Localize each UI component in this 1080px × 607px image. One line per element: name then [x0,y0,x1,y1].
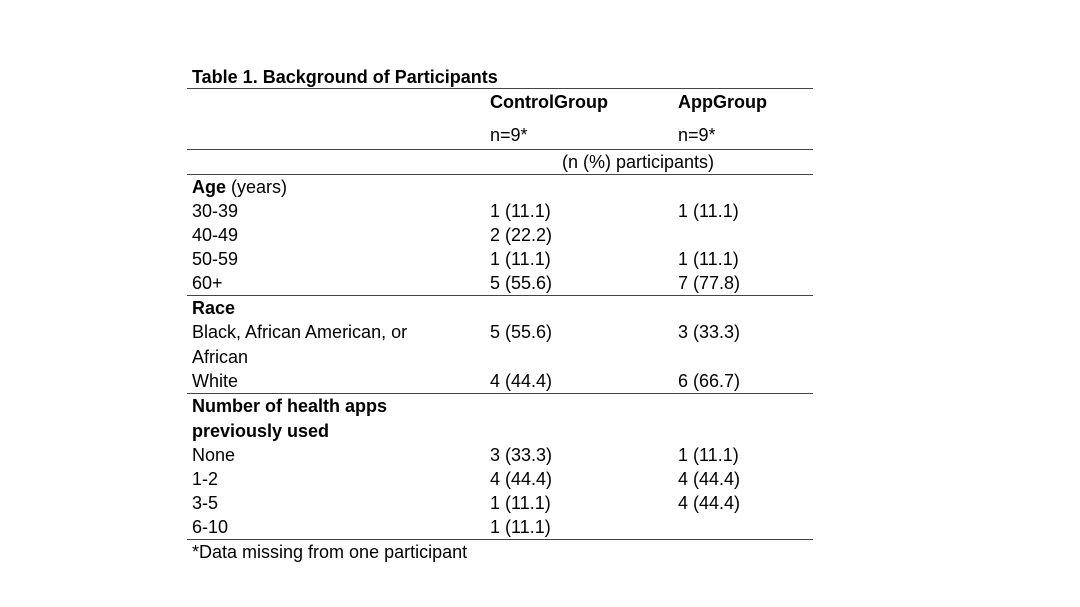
control-value: 1 (11.1) [490,493,551,513]
control-value: 1 (11.1) [490,517,551,537]
control-value: 3 (33.3) [490,445,553,465]
control-value: 1 (11.1) [490,249,551,269]
control-value: 1 (11.1) [490,201,551,221]
app-n: n=9* [678,125,716,145]
footnote: *Data missing from one participant [192,542,468,562]
control-value: 5 (55.6) [490,273,553,293]
header-row [187,89,813,115]
table-row [187,271,813,295]
control-value: 4 (44.4) [490,371,553,391]
app-value: 3 (33.3) [678,322,741,342]
footnote-row [187,540,813,564]
app-value: 1 (11.1) [678,249,739,269]
row-label: 40-49 [192,225,239,245]
table-row [187,345,813,370]
app-value: 7 (77.8) [678,273,741,293]
control-n: n=9* [490,125,528,145]
age-section-header [187,175,813,199]
table-row [187,515,813,539]
race-section-header [187,296,813,320]
control-value: 2 (22.2) [490,225,553,245]
age-label: Age (years) [192,177,288,197]
row-label: 50-59 [192,249,239,269]
row-label: Black, African American, or [192,322,408,342]
table-row [187,247,813,271]
app-value: 1 (11.1) [678,201,739,221]
table-row [187,491,813,515]
apps-section-header-line2 [187,419,813,444]
apps-label-line1: Number of health apps [192,396,388,416]
control-group-header: ControlGroup [490,92,608,112]
row-label: 1-2 [192,469,219,489]
row-label: 60+ [192,273,223,293]
app-value: 1 (11.1) [678,445,739,465]
table-row [187,467,813,491]
table-row [187,443,813,467]
row-label: 30-39 [192,201,239,221]
participants-table [187,66,813,564]
row-label: None [192,445,236,465]
app-value: 4 (44.4) [678,469,741,489]
app-group-header: AppGroup [678,92,767,112]
app-value: 4 (44.4) [678,493,741,513]
unit-row [187,150,813,174]
row-label: 3-5 [192,493,219,513]
table-row [187,369,813,393]
table-title: Table 1. Background of Participants [192,67,498,87]
sample-size-row [187,115,813,149]
row-label: African [192,346,249,367]
control-value: 4 (44.4) [490,469,553,489]
apps-section-header-line1 [187,394,813,419]
control-value: 5 (55.6) [490,322,553,342]
row-label: White [192,371,239,391]
table-row [187,320,813,345]
table-row [187,199,813,223]
race-label: Race [192,298,236,318]
unit-label: (n (%) participants) [562,152,715,172]
apps-label-line2: previously used [192,420,330,441]
table-row [187,223,813,247]
row-label: 6-10 [192,517,229,537]
app-value: 6 (66.7) [678,371,741,391]
